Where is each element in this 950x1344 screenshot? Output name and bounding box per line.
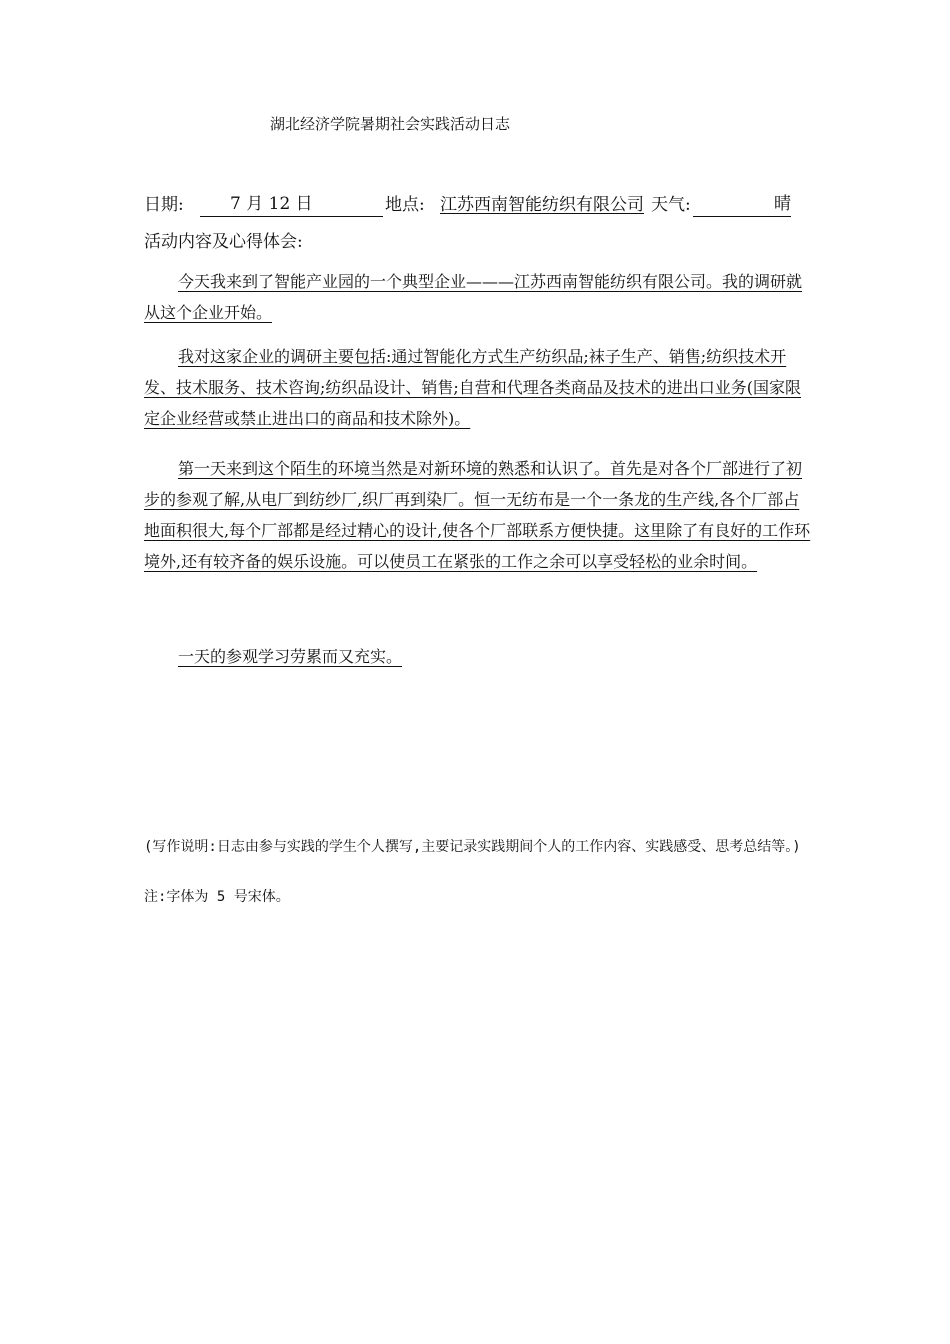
weather-label: 天气:: [651, 195, 691, 215]
paragraph-1: 今天我来到了智能产业园的一个典型企业———江苏西南智能纺织有限公司。我的调研就从这个企业开始。: [144, 272, 803, 322]
paragraph-2: 我对这家企业的调研主要包括:通过智能化方式生产纺织品;袜子生产、销售;纺织技术开发、技术服务、技术咨询;纺织品设计、销售;自营和代理各类商品及技术的进出口业务(国家限定企业经营或禁止进出口的商品和技术除外)。: [144, 347, 802, 428]
paragraph-4: 一天的参观学习劳累而又充实。: [178, 647, 403, 666]
weather-value: 晴: [774, 194, 791, 214]
section-heading: 活动内容及心得体会:: [144, 232, 303, 252]
paragraph-3: 第一天来到这个陌生的环境当然是对新环境的熟悉和认识了。首先是对各个厂部进行了初步的参观了解,从电厂到纺纱厂,织厂再到染厂。恒一无纺布是一个一条龙的生产线,各个厂部占地面积很大,每个厂部都是经过精心的设计,使各个厂部联系方便快捷。这里除了有良好的工作环境外,还有较齐备的娱乐设施。可以使员工在紧张的工作之余可以享受轻松的业余时间。: [144, 459, 811, 571]
writing-note: (写作说明:日志由参与实践的学生个人撰写,主要记录实践期间个人的工作内容、实践感受、思考总结等。): [144, 839, 801, 855]
page-title: 湖北经济学院暑期社会实践活动日志: [270, 115, 511, 133]
date-field: [200, 193, 383, 217]
date-value: 7 月 12 日: [230, 194, 313, 214]
weather-field: [693, 193, 791, 217]
location-value: 江苏西南智能纺织有限公司: [440, 195, 644, 215]
font-note: 注:字体为 5 号宋体。: [144, 889, 290, 905]
location-label: 地点:: [385, 195, 425, 215]
date-label: 日期:: [144, 195, 184, 215]
